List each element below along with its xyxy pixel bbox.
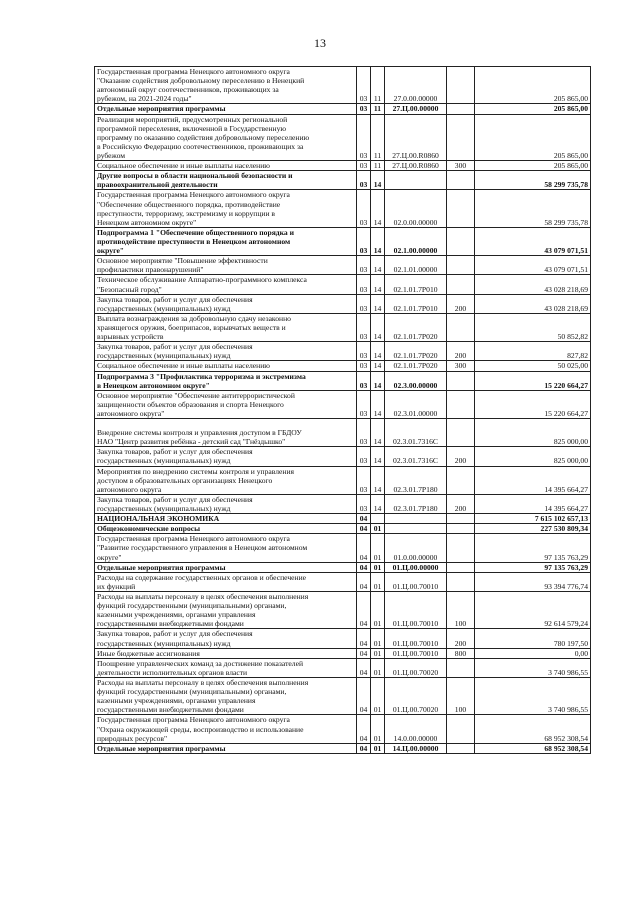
target-article-cell: 01.Ц.00.70010 <box>385 629 447 648</box>
expense-type-cell <box>447 256 475 275</box>
section-code-cell: 03 <box>357 313 371 341</box>
amount-cell: 68 952 308,54 <box>475 743 591 753</box>
subsection-code-cell: 14 <box>371 342 385 361</box>
expense-type-cell: 200 <box>447 494 475 513</box>
table-row <box>95 629 591 648</box>
section-code-cell: 04 <box>357 678 371 715</box>
subsection-code-cell: 14 <box>371 390 385 418</box>
target-article-cell: 02.0.00.00000 <box>385 190 447 227</box>
table-row <box>95 572 591 591</box>
target-article-cell <box>385 171 447 190</box>
row-name-cell: Закупка товаров, работ и услуг для обеспечения государственных (муниципальных) нужд <box>95 294 357 313</box>
expense-type-cell <box>447 67 475 104</box>
table-row <box>95 562 591 572</box>
target-article-cell: 14.0.00.00000 <box>385 715 447 743</box>
subsection-code-cell: 01 <box>371 658 385 677</box>
table-row <box>95 342 591 361</box>
target-article-cell: 01.Ц.00.70010 <box>385 592 447 629</box>
table-row <box>95 658 591 677</box>
table-row <box>95 294 591 313</box>
amount-cell: 825 000,00 <box>475 447 591 466</box>
row-name-cell: Государственная программа Ненецкого автономного округа "Охрана окружающей среды, воспроизводство и использование природных ресурсов" <box>95 715 357 743</box>
target-article-cell: 01.Ц.00.70010 <box>385 572 447 591</box>
section-code-cell: 04 <box>357 648 371 658</box>
target-article-cell: 01.Ц.00.70020 <box>385 658 447 677</box>
table-row <box>95 534 591 562</box>
subsection-code-cell: 14 <box>371 419 385 447</box>
subsection-code-cell: 01 <box>371 678 385 715</box>
target-article-cell: 01.Ц.00.70020 <box>385 678 447 715</box>
row-name-cell: Закупка товаров, работ и услуг для обеспечения государственных (муниципальных) нужд <box>95 342 357 361</box>
target-article-cell: 27.0.00.00000 <box>385 67 447 104</box>
row-name-cell: Закупка товаров, работ и услуг для обеспечения государственных (муниципальных) нужд <box>95 447 357 466</box>
amount-cell: 97 135 763,29 <box>475 534 591 562</box>
amount-cell: 227 530 809,34 <box>475 524 591 534</box>
expense-type-cell: 200 <box>447 447 475 466</box>
target-article-cell: 27.Ц.00.R0860 <box>385 114 447 161</box>
expense-type-cell: 800 <box>447 648 475 658</box>
target-article-cell: 02.1.01.7Р020 <box>385 361 447 371</box>
table-row <box>95 514 591 524</box>
section-code-cell: 04 <box>357 715 371 743</box>
row-name-cell: Отдельные мероприятия программы <box>95 743 357 753</box>
section-code-cell: 03 <box>357 294 371 313</box>
amount-cell: 7 615 102 657,13 <box>475 514 591 524</box>
expense-type-cell <box>447 104 475 114</box>
section-code-cell: 03 <box>357 466 371 494</box>
subsection-code-cell: 01 <box>371 524 385 534</box>
amount-cell: 43 028 218,69 <box>475 275 591 294</box>
row-name-cell: НАЦИОНАЛЬНАЯ ЭКОНОМИКА <box>95 514 357 524</box>
section-code-cell: 03 <box>357 419 371 447</box>
target-article-cell: 01.Ц.00.70010 <box>385 648 447 658</box>
target-article-cell: 02.3.01.7316С <box>385 447 447 466</box>
amount-cell: 50 025,00 <box>475 361 591 371</box>
subsection-code-cell: 11 <box>371 67 385 104</box>
section-code-cell: 03 <box>357 447 371 466</box>
subsection-code-cell: 01 <box>371 592 385 629</box>
table-row <box>95 447 591 466</box>
table-row <box>95 371 591 390</box>
row-name-cell: Социальное обеспечение и иные выплаты населению <box>95 361 357 371</box>
section-code-cell: 03 <box>357 67 371 104</box>
section-code-cell: 03 <box>357 104 371 114</box>
amount-cell: 15 220 664,27 <box>475 371 591 390</box>
amount-cell: 205 865,00 <box>475 104 591 114</box>
row-name-cell: Техническое обслуживание Аппаратно-программного комплекса "Безопасный город" <box>95 275 357 294</box>
section-code-cell: 03 <box>357 361 371 371</box>
section-code-cell: 04 <box>357 658 371 677</box>
section-code-cell: 04 <box>357 562 371 572</box>
amount-cell: 205 865,00 <box>475 161 591 171</box>
amount-cell: 50 852,82 <box>475 313 591 341</box>
subsection-code-cell: 01 <box>371 715 385 743</box>
expense-type-cell <box>447 275 475 294</box>
section-code-cell: 03 <box>357 171 371 190</box>
target-article-cell <box>385 514 447 524</box>
row-name-cell: Реализация мероприятий, предусмотренных региональной программой переселения, включенной в Государственную программу по оказанию содействия добровольному переселению в Российскую Федерацию соотечественников, проживающих за рубежом <box>95 114 357 161</box>
section-code-cell: 04 <box>357 592 371 629</box>
amount-cell: 780 197,50 <box>475 629 591 648</box>
row-name-cell: Расходы на содержание государственных органов и обеспечение их функций <box>95 572 357 591</box>
section-code-cell: 03 <box>357 114 371 161</box>
subsection-code-cell: 14 <box>371 294 385 313</box>
amount-cell: 58 299 735,78 <box>475 190 591 227</box>
row-name-cell: Расходы на выплаты персоналу в целях обеспечения выполнения функций государственными (муниципальными) органами, казенными учреждениями, органами управления государственными внебюджетными фондами <box>95 592 357 629</box>
table-row <box>95 466 591 494</box>
table-row <box>95 256 591 275</box>
subsection-code-cell: 14 <box>371 494 385 513</box>
table-row <box>95 678 591 715</box>
subsection-code-cell: 14 <box>371 361 385 371</box>
row-name-cell: Закупка товаров, работ и услуг для обеспечения государственных (муниципальных) нужд <box>95 494 357 513</box>
amount-cell: 827,82 <box>475 342 591 361</box>
amount-cell: 205 865,00 <box>475 67 591 104</box>
expense-type-cell <box>447 313 475 341</box>
section-code-cell: 04 <box>357 572 371 591</box>
page-number: 13 <box>314 36 326 50</box>
section-code-cell: 03 <box>357 342 371 361</box>
expense-type-cell <box>447 390 475 418</box>
target-article-cell: 01.Ц.00.00000 <box>385 562 447 572</box>
row-name-cell: Социальное обеспечение и иные выплаты населению <box>95 161 357 171</box>
section-code-cell: 04 <box>357 524 371 534</box>
amount-cell: 825 000,00 <box>475 419 591 447</box>
target-article-cell: 02.3.01.7316С <box>385 419 447 447</box>
amount-cell: 3 740 986,55 <box>475 658 591 677</box>
expense-type-cell: 200 <box>447 342 475 361</box>
subsection-code-cell: 14 <box>371 313 385 341</box>
subsection-code-cell: 01 <box>371 629 385 648</box>
subsection-code-cell: 01 <box>371 562 385 572</box>
amount-cell: 43 079 071,51 <box>475 227 591 255</box>
row-name-cell: Государственная программа Ненецкого автономного округа "Развитие государственного управления в Ненецком автономном округе" <box>95 534 357 562</box>
table-row <box>95 419 591 447</box>
row-name-cell: Внедрение системы контроля и управления доступом в ГБДОУ НАО "Центр развития ребёнка - детский сад "Гнёздышко" <box>95 419 357 447</box>
subsection-code-cell: 11 <box>371 104 385 114</box>
target-article-cell: 02.1.01.7Р010 <box>385 294 447 313</box>
table-row <box>95 524 591 534</box>
amount-cell: 68 952 308,54 <box>475 715 591 743</box>
section-code-cell: 03 <box>357 161 371 171</box>
expense-type-cell <box>447 715 475 743</box>
table-row <box>95 648 591 658</box>
expense-type-cell <box>447 534 475 562</box>
table-row <box>95 161 591 171</box>
row-name-cell: Выплата вознаграждения за добровольную сдачу незаконно хранящегося оружия, боеприпасов, взрывчатых веществ и взрывных устройств <box>95 313 357 341</box>
subsection-code-cell: 14 <box>371 227 385 255</box>
target-article-cell: 14.Ц.00.00000 <box>385 743 447 753</box>
expense-type-cell <box>447 658 475 677</box>
row-name-cell: Основное мероприятие "Повышение эффективности профилактики правонарушений" <box>95 256 357 275</box>
table-row <box>95 743 591 753</box>
amount-cell: 43 028 218,69 <box>475 294 591 313</box>
subsection-code-cell: 11 <box>371 161 385 171</box>
table-row <box>95 227 591 255</box>
subsection-code-cell: 14 <box>371 371 385 390</box>
table-row <box>95 390 591 418</box>
expense-type-cell <box>447 419 475 447</box>
target-article-cell: 02.1.01.00000 <box>385 256 447 275</box>
budget-table <box>94 66 591 754</box>
table-row <box>95 592 591 629</box>
target-article-cell: 02.3.00.00000 <box>385 371 447 390</box>
amount-cell: 205 865,00 <box>475 114 591 161</box>
expense-type-cell <box>447 190 475 227</box>
subsection-code-cell: 01 <box>371 743 385 753</box>
target-article-cell: 02.1.00.00000 <box>385 227 447 255</box>
row-name-cell: Общеэкономические вопросы <box>95 524 357 534</box>
row-name-cell: Мероприятия по внедрению системы контроля и управления доступом в образовательных организациях Ненецкого автономного округа <box>95 466 357 494</box>
subsection-code-cell: 01 <box>371 648 385 658</box>
row-name-cell: Подпрограмма 1 "Обеспечение общественного порядка и противодействие преступности в Ненецком автономном округе" <box>95 227 357 255</box>
subsection-code-cell: 14 <box>371 275 385 294</box>
section-code-cell: 04 <box>357 534 371 562</box>
table-row <box>95 494 591 513</box>
target-article-cell <box>385 524 447 534</box>
row-name-cell: Иные бюджетные ассигнования <box>95 648 357 658</box>
target-article-cell: 02.3.01.7Р180 <box>385 466 447 494</box>
amount-cell: 14 395 664,27 <box>475 494 591 513</box>
table-row <box>95 114 591 161</box>
amount-cell: 92 614 579,24 <box>475 592 591 629</box>
section-code-cell: 03 <box>357 256 371 275</box>
row-name-cell: Государственная программа Ненецкого автономного округа "Оказание содействия добровольному переселению в Ненецкий автономный округ соотечественников, проживающих за рубежом, на 2021-2024 годы" <box>95 67 357 104</box>
row-name-cell: Поощрение управленческих команд за достижение показателей деятельности исполнительных органов власти <box>95 658 357 677</box>
subsection-code-cell: 14 <box>371 256 385 275</box>
target-article-cell: 02.3.01.00000 <box>385 390 447 418</box>
table-row <box>95 104 591 114</box>
target-article-cell: 02.3.01.7Р180 <box>385 494 447 513</box>
amount-cell: 58 299 735,78 <box>475 171 591 190</box>
subsection-code-cell: 01 <box>371 534 385 562</box>
subsection-code-cell <box>371 514 385 524</box>
table-row <box>95 313 591 341</box>
expense-type-cell <box>447 562 475 572</box>
amount-cell: 3 740 986,55 <box>475 678 591 715</box>
target-article-cell: 27.Ц.00.R0860 <box>385 161 447 171</box>
expense-type-cell <box>447 524 475 534</box>
subsection-code-cell: 11 <box>371 114 385 161</box>
row-name-cell: Другие вопросы в области национальной безопасности и правоохранительной деятельности <box>95 171 357 190</box>
expense-type-cell: 100 <box>447 592 475 629</box>
expense-type-cell <box>447 466 475 494</box>
expense-type-cell: 300 <box>447 161 475 171</box>
amount-cell: 14 395 664,27 <box>475 466 591 494</box>
amount-cell: 97 135 763,29 <box>475 562 591 572</box>
section-code-cell: 04 <box>357 514 371 524</box>
row-name-cell: Отдельные мероприятия программы <box>95 104 357 114</box>
row-name-cell: Отдельные мероприятия программы <box>95 562 357 572</box>
section-code-cell: 03 <box>357 494 371 513</box>
expense-type-cell: 300 <box>447 361 475 371</box>
table-row <box>95 361 591 371</box>
row-name-cell: Основное мероприятие "Обеспечение антитеррористической защищенности объектов образования и спорта Ненецкого автономного округа" <box>95 390 357 418</box>
amount-cell: 15 220 664,27 <box>475 390 591 418</box>
row-name-cell: Государственная программа Ненецкого автономного округа "Обеспечение общественного порядка, противодействие преступности, терроризму, экстремизму и коррупции в Ненецком автономном округе" <box>95 190 357 227</box>
expense-type-cell <box>447 743 475 753</box>
section-code-cell: 03 <box>357 275 371 294</box>
section-code-cell: 03 <box>357 227 371 255</box>
expense-type-cell: 200 <box>447 294 475 313</box>
amount-cell: 43 079 071,51 <box>475 256 591 275</box>
section-code-cell: 03 <box>357 390 371 418</box>
table-row <box>95 190 591 227</box>
budget-table-body <box>95 67 591 754</box>
subsection-code-cell: 14 <box>371 171 385 190</box>
expense-type-cell <box>447 514 475 524</box>
target-article-cell: 02.1.01.7Р010 <box>385 275 447 294</box>
subsection-code-cell: 14 <box>371 466 385 494</box>
target-article-cell: 02.1.01.7Р020 <box>385 342 447 361</box>
table-row <box>95 67 591 104</box>
expense-type-cell <box>447 171 475 190</box>
amount-cell: 93 394 776,74 <box>475 572 591 591</box>
section-code-cell: 04 <box>357 743 371 753</box>
expense-type-cell <box>447 114 475 161</box>
section-code-cell: 04 <box>357 629 371 648</box>
table-row <box>95 171 591 190</box>
row-name-cell: Закупка товаров, работ и услуг для обеспечения государственных (муниципальных) нужд <box>95 629 357 648</box>
amount-cell: 0,00 <box>475 648 591 658</box>
row-name-cell: Расходы на выплаты персоналу в целях обеспечения выполнения функций государственными (муниципальными) органами, казенными учреждениями, органами управления государственными внебюджетными фондами <box>95 678 357 715</box>
expense-type-cell <box>447 572 475 591</box>
row-name-cell: Подпрограмма 3 "Профилактика терроризма и экстремизма в Ненецком автономном округе" <box>95 371 357 390</box>
subsection-code-cell: 14 <box>371 190 385 227</box>
expense-type-cell: 100 <box>447 678 475 715</box>
expense-type-cell <box>447 371 475 390</box>
table-row <box>95 275 591 294</box>
section-code-cell: 03 <box>357 190 371 227</box>
target-article-cell: 27.Ц.00.00000 <box>385 104 447 114</box>
expense-type-cell: 200 <box>447 629 475 648</box>
section-code-cell: 03 <box>357 371 371 390</box>
subsection-code-cell: 14 <box>371 447 385 466</box>
table-row <box>95 715 591 743</box>
expense-type-cell <box>447 227 475 255</box>
target-article-cell: 02.1.01.7Р020 <box>385 313 447 341</box>
subsection-code-cell: 01 <box>371 572 385 591</box>
target-article-cell: 01.0.00.00000 <box>385 534 447 562</box>
